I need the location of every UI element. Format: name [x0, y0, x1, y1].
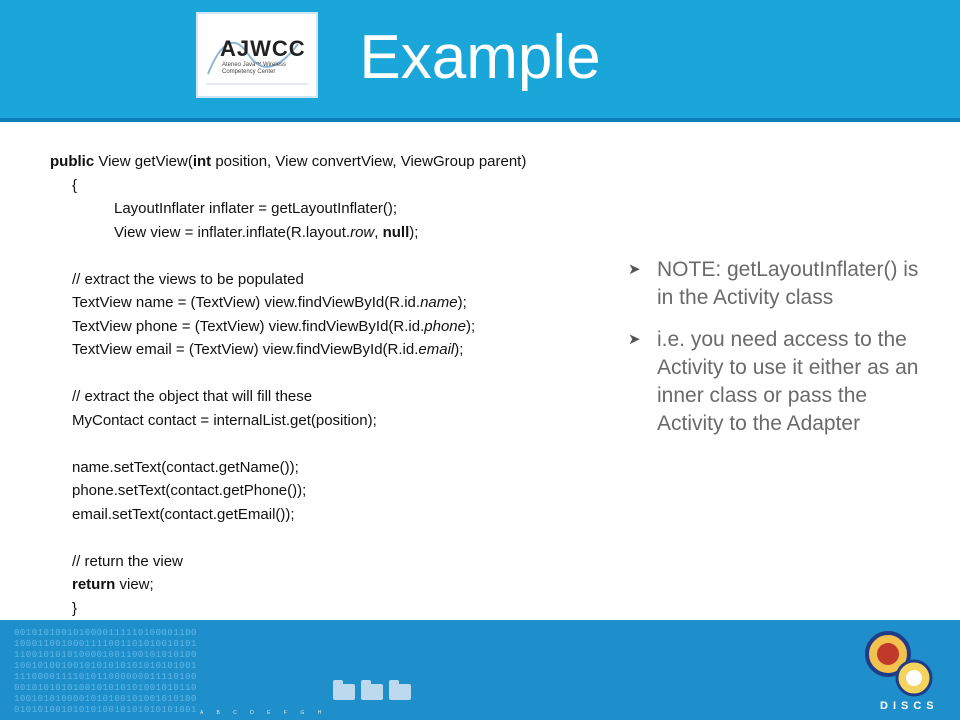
code-token: email.setText(contact.getEmail()); [72, 505, 295, 523]
code-line [114, 197, 397, 221]
code-token: name [420, 294, 458, 311]
code-line [72, 291, 467, 315]
code-line [72, 550, 183, 574]
code-line [72, 597, 77, 621]
arrow-bullet-icon: ➤ [628, 331, 641, 348]
code-token: , [374, 223, 383, 241]
code-token: View getView( [94, 153, 193, 170]
code-token: ); [465, 317, 476, 335]
code-line [72, 456, 299, 480]
code-line [50, 150, 526, 174]
code-token: LayoutInflater inflater = getLayoutInflater(); [114, 200, 398, 217]
code-token: TextView name = (TextView) view.findViewById(R.id. [72, 294, 421, 311]
bullet-item [628, 326, 928, 438]
code-line [72, 573, 154, 597]
code-token: ); [409, 223, 419, 241]
code-token: email [418, 341, 455, 358]
code-token: // return the view [72, 552, 183, 570]
code-token: TextView phone = (TextView) view.findViewById(R.id. [72, 317, 425, 335]
code-line [72, 409, 377, 433]
bullet-item [628, 256, 928, 312]
code-line [72, 385, 312, 409]
code-line [114, 221, 418, 245]
code-token: view; [115, 576, 154, 593]
bullet-text: NOTE: getLayoutInflater() is in the Activity class [657, 258, 919, 309]
code-token: ); [457, 294, 467, 311]
code-token: phone.setText(contact.getPhone()); [72, 482, 307, 499]
logo-subtext: Ateneo Java™ Wireless Competency Center [222, 62, 287, 75]
code-token: { [72, 176, 78, 194]
code-token: } [72, 599, 78, 617]
code-token: row [350, 223, 375, 241]
code-line [72, 503, 295, 527]
code-token: TextView email = (TextView) view.findViewById(R.id. [72, 341, 419, 358]
code-token: int [192, 153, 212, 170]
code-token: View view = inflater.inflate(R.layout. [114, 223, 351, 241]
discs-label: DISCS [880, 700, 939, 712]
code-token: MyContact contact = internalList.get(position); [72, 411, 377, 429]
code-line [72, 479, 306, 503]
code-token: name.setText(contact.getName()); [72, 458, 299, 476]
bullet-list [628, 256, 928, 452]
code-token: null [382, 223, 410, 241]
code-line [72, 174, 77, 198]
folder-icon [333, 684, 355, 700]
slide-title: Example [359, 23, 601, 92]
code-token: ); [454, 341, 464, 358]
arrow-bullet-icon: ➤ [628, 261, 641, 278]
code-token: public [50, 153, 95, 170]
code-token: return [72, 576, 116, 593]
code-token: position, View convertView, ViewGroup parent) [211, 153, 527, 170]
folder-icon [389, 684, 411, 700]
slide-header [0, 0, 960, 122]
code-token: // extract the views to be populated [72, 270, 304, 288]
logo-text: AJWCC [220, 36, 306, 61]
code-line [72, 315, 475, 339]
binary-pattern: 0010101001010000111110100001100 1000110010001111001101010010101 1100101010100001001100101010100 1001010010010101010101010101001 1110000111101011000000011110100 0010101010100101010101001010110 1001010100001010100101001010100 0101010010101010010101010101001 [14, 628, 197, 715]
logo-caption: A B C D E F G H [200, 710, 328, 716]
bullet-text: i.e. you need access to the Activity to use it either as an inner class or pass the Activity to the Adapter [657, 328, 919, 435]
code-token: // extract the object that will fill these [72, 388, 313, 405]
footer-banner [0, 620, 960, 720]
code-token: phone [424, 317, 466, 335]
code-line [72, 268, 304, 292]
folder-icon [361, 684, 383, 700]
university-seals-icon [862, 630, 952, 700]
code-line [72, 338, 463, 362]
